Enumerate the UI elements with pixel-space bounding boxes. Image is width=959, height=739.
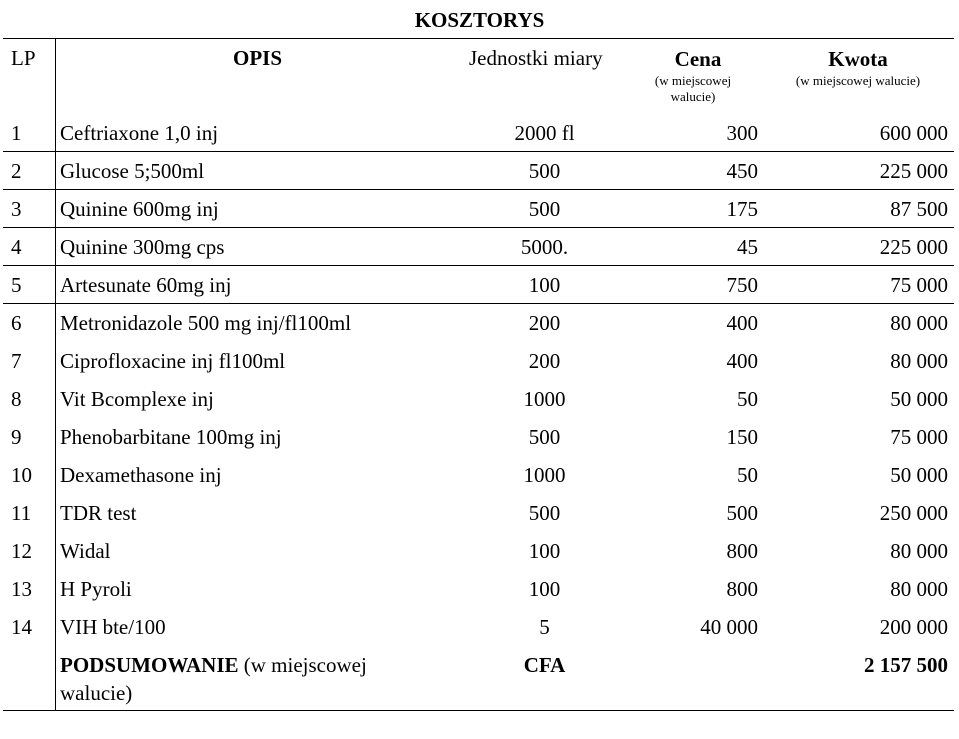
row-unit: 2000 fl bbox=[514, 121, 575, 145]
row-unit: 1000 bbox=[523, 387, 566, 411]
header-desc: OPIS bbox=[233, 46, 283, 70]
row-amount: 250 000 bbox=[879, 501, 948, 525]
table-bottom-border bbox=[3, 710, 954, 711]
row-desc: Metronidazole 500 mg inj/fl100ml bbox=[60, 311, 352, 335]
header-lp: LP bbox=[11, 46, 36, 70]
summary-label-line2: walucie) bbox=[60, 681, 133, 705]
row-separator bbox=[3, 303, 954, 304]
row-separator bbox=[3, 189, 954, 190]
row-lp: 12 bbox=[11, 539, 32, 563]
row-price: 175 bbox=[726, 197, 758, 221]
row-price: 50 bbox=[737, 463, 758, 487]
row-lp: 3 bbox=[11, 197, 22, 221]
row-amount: 225 000 bbox=[879, 159, 948, 183]
row-lp: 7 bbox=[11, 349, 22, 373]
summary-label-rest: (w miejscowej bbox=[238, 653, 367, 677]
row-amount: 200 000 bbox=[879, 615, 948, 639]
row-unit: 5000. bbox=[520, 235, 569, 259]
row-price: 750 bbox=[726, 273, 758, 297]
row-price: 800 bbox=[726, 577, 758, 601]
row-price: 450 bbox=[726, 159, 758, 183]
row-amount: 600 000 bbox=[879, 121, 948, 145]
row-lp: 10 bbox=[11, 463, 32, 487]
header-price: Cena bbox=[674, 47, 722, 71]
row-lp: 5 bbox=[11, 273, 22, 297]
row-price: 300 bbox=[726, 121, 758, 145]
summary-unit: CFA bbox=[523, 653, 566, 677]
row-lp: 6 bbox=[11, 311, 22, 335]
row-desc: Quinine 600mg inj bbox=[60, 197, 219, 221]
row-unit: 100 bbox=[528, 273, 561, 297]
summary-amount: 2 157 500 bbox=[864, 653, 948, 677]
row-price: 45 bbox=[737, 235, 758, 259]
row-price: 40 000 bbox=[700, 615, 758, 639]
row-desc: Artesunate 60mg inj bbox=[60, 273, 232, 297]
header-unit: Jednostki miary bbox=[469, 46, 603, 70]
row-separator bbox=[3, 151, 954, 152]
row-unit: 100 bbox=[528, 539, 561, 563]
page-title: KOSZTORYS bbox=[414, 8, 545, 32]
row-lp: 14 bbox=[11, 615, 32, 639]
row-lp: 8 bbox=[11, 387, 22, 411]
row-separator bbox=[3, 227, 954, 228]
row-separator bbox=[3, 265, 954, 266]
row-amount: 50 000 bbox=[890, 387, 948, 411]
row-price: 400 bbox=[726, 349, 758, 373]
row-amount: 75 000 bbox=[890, 273, 948, 297]
header-amount-sub: (w miejscowej walucie) bbox=[795, 73, 921, 88]
row-amount: 75 000 bbox=[890, 425, 948, 449]
row-price: 150 bbox=[726, 425, 758, 449]
row-amount: 225 000 bbox=[879, 235, 948, 259]
row-unit: 500 bbox=[528, 425, 561, 449]
row-amount: 50 000 bbox=[890, 463, 948, 487]
row-desc: VIH bte/100 bbox=[60, 615, 166, 639]
row-unit: 500 bbox=[528, 501, 561, 525]
row-amount: 80 000 bbox=[890, 349, 948, 373]
summary-label-bold: PODSUMOWANIE bbox=[60, 653, 239, 677]
row-lp: 1 bbox=[11, 121, 22, 145]
row-amount: 80 000 bbox=[890, 539, 948, 563]
row-price: 50 bbox=[737, 387, 758, 411]
row-amount: 80 000 bbox=[890, 577, 948, 601]
row-desc: Vit Bcomplexe inj bbox=[60, 387, 214, 411]
summary-label bbox=[60, 652, 367, 678]
row-unit: 100 bbox=[528, 577, 561, 601]
row-lp: 13 bbox=[11, 577, 32, 601]
row-desc: TDR test bbox=[60, 501, 137, 525]
row-unit: 200 bbox=[528, 349, 561, 373]
row-desc: H Pyroli bbox=[60, 577, 132, 601]
row-amount: 87 500 bbox=[890, 197, 948, 221]
row-lp: 4 bbox=[11, 235, 22, 259]
row-desc: Glucose 5;500ml bbox=[60, 159, 205, 183]
table-top-border bbox=[3, 38, 954, 39]
row-unit: 5 bbox=[539, 615, 550, 639]
row-desc: Ciprofloxacine inj fl100ml bbox=[60, 349, 286, 373]
row-lp: 11 bbox=[11, 501, 32, 525]
row-desc: Ceftriaxone 1,0 inj bbox=[60, 121, 219, 145]
row-unit: 1000 bbox=[523, 463, 566, 487]
row-desc: Widal bbox=[60, 539, 111, 563]
header-price-sub: (w miejscowej walucie) bbox=[654, 73, 732, 104]
header-amount: Kwota bbox=[828, 47, 888, 71]
row-price: 400 bbox=[726, 311, 758, 335]
row-lp: 2 bbox=[11, 159, 22, 183]
row-unit: 200 bbox=[528, 311, 561, 335]
row-desc: Quinine 300mg cps bbox=[60, 235, 225, 259]
row-price: 500 bbox=[726, 501, 758, 525]
row-desc: Phenobarbitane 100mg inj bbox=[60, 425, 282, 449]
row-unit: 500 bbox=[528, 197, 561, 221]
row-price: 800 bbox=[726, 539, 758, 563]
column-divider bbox=[55, 38, 56, 711]
row-desc: Dexamethasone inj bbox=[60, 463, 222, 487]
row-amount: 80 000 bbox=[890, 311, 948, 335]
row-unit: 500 bbox=[528, 159, 561, 183]
row-lp: 9 bbox=[11, 425, 22, 449]
